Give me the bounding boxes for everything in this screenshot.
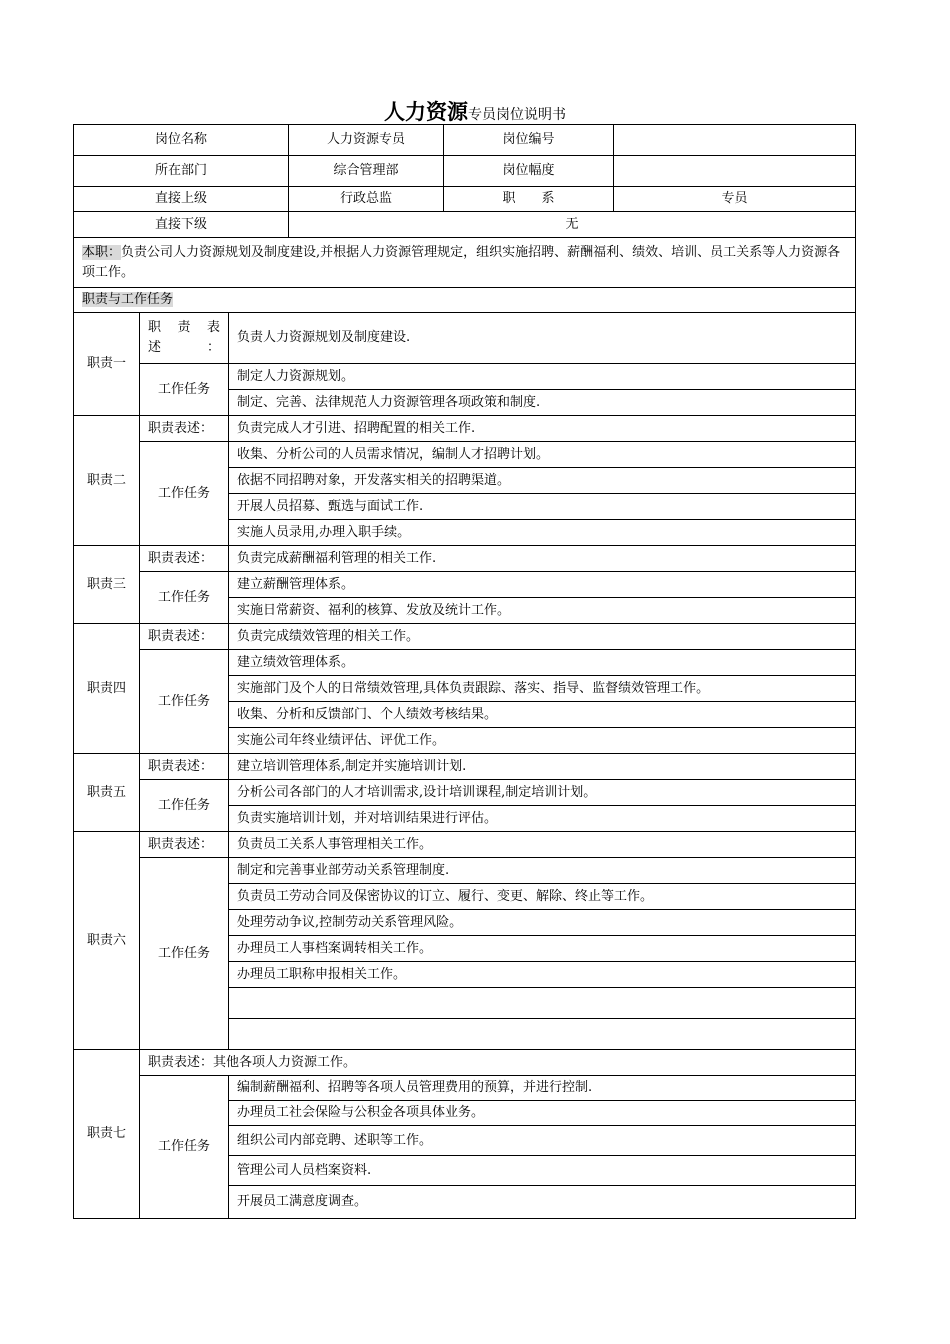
task-item: 制定和完善事业部劳动关系管理制度. <box>229 858 856 884</box>
task-item: 编制薪酬福利、招聘等各项人员管理费用的预算，并进行控制. <box>229 1076 856 1101</box>
department-value: 综合管理部 <box>289 156 444 187</box>
subordinate-value: 无 <box>289 212 856 238</box>
task-item <box>229 988 856 1019</box>
task-item: 建立绩效管理体系。 <box>229 650 856 676</box>
document-title-sub: 专员岗位说明书 <box>468 107 566 123</box>
duty-desc-label: 职责表述： <box>140 546 229 572</box>
section-title: 职责与工作任务 <box>82 292 174 307</box>
task-item: 办理员工社会保险与公积金各项具体业务。 <box>229 1101 856 1126</box>
position-code-value <box>614 125 856 156</box>
task-item: 依据不同招聘对象，开发落实相关的招聘渠道。 <box>229 468 856 494</box>
duty-desc-label: 职责表述： <box>140 754 229 780</box>
task-item: 开展员工满意度调查。 <box>229 1186 856 1219</box>
task-item: 开展人员招募、甄选与面试工作. <box>229 494 856 520</box>
duty-name: 职责七 <box>74 1050 140 1219</box>
duty-row <box>74 1050 856 1076</box>
task-row <box>74 650 856 676</box>
duty-desc: 其他各项人力资源工作。 <box>213 1054 357 1070</box>
summary-cell <box>74 238 856 288</box>
task-item: 负责员工劳动合同及保密协议的订立、履行、变更、解除、终止等工作。 <box>229 884 856 910</box>
section-title-row <box>74 288 856 313</box>
duty-row <box>74 546 856 572</box>
summary-row <box>74 238 856 288</box>
task-label: 工作任务 <box>140 572 229 624</box>
task-item: 分析公司各部门的人才培训需求,设计培训课程,制定培训计划。 <box>229 780 856 806</box>
header-row <box>74 156 856 187</box>
task-label: 工作任务 <box>140 442 229 546</box>
duty-desc: 负责完成绩效管理的相关工作。 <box>229 624 856 650</box>
header-row <box>74 125 856 156</box>
task-label: 工作任务 <box>140 364 229 416</box>
summary-label: 本职： <box>82 244 122 260</box>
duty-row <box>74 832 856 858</box>
task-item: 建立薪酬管理体系。 <box>229 572 856 598</box>
duty-name: 职责六 <box>74 832 140 1050</box>
job-family-label: 职 系 <box>444 187 614 212</box>
duty-desc-cell <box>140 1050 856 1076</box>
task-item: 负责实施培训计划，并对培训结果进行评估。 <box>229 806 856 832</box>
task-item: 组织公司内部竞聘、述职等工作。 <box>229 1126 856 1156</box>
duty-desc: 负责完成薪酬福利管理的相关工作. <box>229 546 856 572</box>
duty-desc-label: 职责表述： <box>140 832 229 858</box>
task-row <box>74 364 856 390</box>
task-item: 实施部门及个人的日常绩效管理,具体负责跟踪、落实、指导、监督绩效管理工作。 <box>229 676 856 702</box>
summary-text: 负责公司人力资源规划及制度建设,并根据人力资源管理规定，组织实施招聘、薪酬福利、绩效、培训、员工关系等人力资源各项工作。 <box>82 244 841 280</box>
position-range-label: 岗位幅度 <box>444 156 614 187</box>
task-item: 实施公司年终业绩评估、评优工作。 <box>229 728 856 754</box>
task-item: 制定、完善、法律规范人力资源管理各项政策和制度. <box>229 390 856 416</box>
task-label: 工作任务 <box>140 1076 229 1219</box>
superior-label: 直接上级 <box>74 187 289 212</box>
task-row <box>74 572 856 598</box>
position-name-value: 人力资源专员 <box>289 125 444 156</box>
task-item <box>229 1019 856 1050</box>
task-label: 工作任务 <box>140 650 229 754</box>
duty-name: 职责五 <box>74 754 140 832</box>
job-description-table <box>73 124 856 1219</box>
position-range-value <box>614 156 856 187</box>
task-item: 实施日常薪资、福利的核算、发放及统计工作。 <box>229 598 856 624</box>
duty-desc: 建立培训管理体系,制定并实施培训计划. <box>229 754 856 780</box>
job-family-value: 专员 <box>614 187 856 212</box>
task-item: 管理公司人员档案资料. <box>229 1156 856 1186</box>
task-row <box>74 1076 856 1101</box>
task-row <box>74 442 856 468</box>
section-title-cell <box>74 288 856 313</box>
duty-desc-label: 职责表述： <box>140 416 229 442</box>
task-item: 办理员工职称申报相关工作。 <box>229 962 856 988</box>
header-row <box>74 187 856 212</box>
duty-desc-label: 职责表述： <box>148 1054 214 1070</box>
duty-name: 职责四 <box>74 624 140 754</box>
department-label: 所在部门 <box>74 156 289 187</box>
task-item: 收集、分析公司的人员需求情况，编制人才招聘计划。 <box>229 442 856 468</box>
duty-desc: 负责完成人才引进、招聘配置的相关工作. <box>229 416 856 442</box>
duty-row <box>74 754 856 780</box>
position-name-label: 岗位名称 <box>74 125 289 156</box>
duty-row <box>74 624 856 650</box>
task-item: 收集、分析和反馈部门、个人绩效考核结果。 <box>229 702 856 728</box>
duty-name: 职责一 <box>74 313 140 416</box>
duty-desc: 负责人力资源规划及制度建设. <box>229 313 856 364</box>
document-title-main: 人力资源 <box>384 99 468 124</box>
position-code-label: 岗位编号 <box>444 125 614 156</box>
duty-name: 职责三 <box>74 546 140 624</box>
duty-name: 职责二 <box>74 416 140 546</box>
duty-desc: 负责员工关系人事管理相关工作。 <box>229 832 856 858</box>
task-item: 制定人力资源规划。 <box>229 364 856 390</box>
superior-value: 行政总监 <box>289 187 444 212</box>
task-item: 办理员工人事档案调转相关工作。 <box>229 936 856 962</box>
task-label: 工作任务 <box>140 858 229 1050</box>
task-row <box>74 858 856 884</box>
header-row <box>74 212 856 238</box>
task-item: 实施人员录用,办理入职手续。 <box>229 520 856 546</box>
task-item: 处理劳动争议,控制劳动关系管理风险。 <box>229 910 856 936</box>
task-label: 工作任务 <box>140 780 229 832</box>
task-row <box>74 780 856 806</box>
duty-desc-label: 职责表述： <box>140 624 229 650</box>
duty-row <box>74 416 856 442</box>
duty-row <box>74 313 856 364</box>
subordinate-label: 直接下级 <box>74 212 289 238</box>
duty-desc-label: 职 责 表述： <box>140 313 229 364</box>
